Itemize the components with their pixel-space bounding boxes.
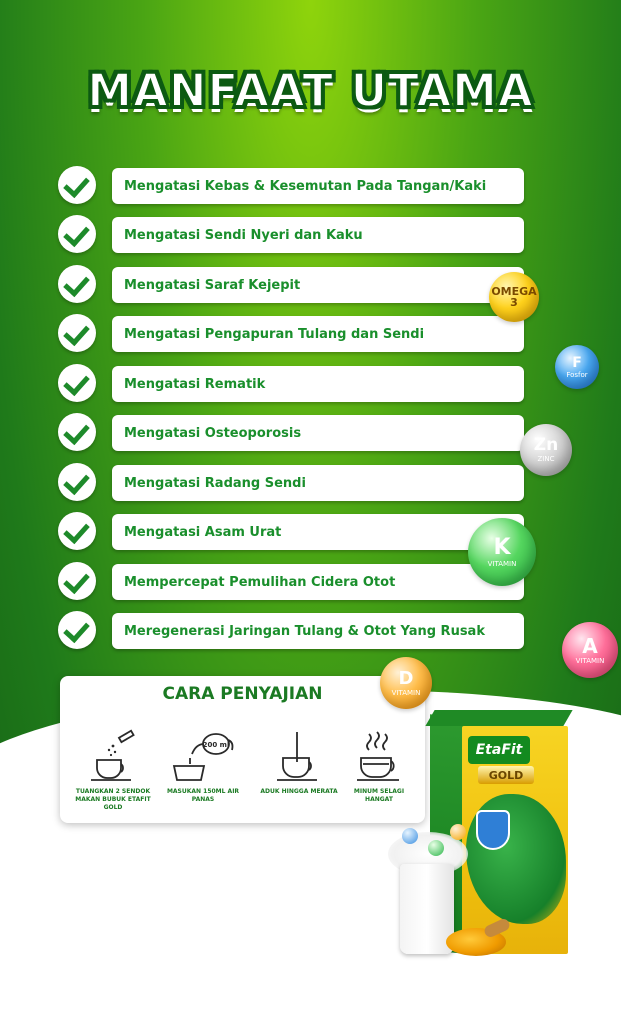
- step-label: MINUM SELAGI HANGAT: [353, 788, 405, 803]
- kettle-text: 200 ml: [202, 741, 230, 749]
- check-icon: [58, 562, 96, 600]
- benefit-text: Mengatasi Osteoporosis: [124, 425, 302, 441]
- benefit-text: Mengatasi Asam Urat: [124, 524, 282, 540]
- benefit-pill: [112, 168, 524, 204]
- benefit-pill: [112, 217, 524, 253]
- vitamin-d-name: VITAMIN: [391, 688, 421, 697]
- fosfor-orb: [555, 345, 599, 389]
- benefit-item: [58, 463, 528, 503]
- serving-card: [60, 676, 425, 823]
- serving-step: [164, 728, 242, 804]
- mini-vitamin-orb: [450, 824, 466, 840]
- benefit-text: Mengatasi Pengapuran Tulang dan Sendi: [124, 326, 425, 342]
- check-icon: [58, 166, 96, 204]
- benefit-text: Meregenerasi Jaringan Tulang & Otot Yang Rusak: [124, 623, 485, 639]
- step-label: TUANGKAN 2 SENDOK MAKAN BUBUK ETAFIT GOLD: [75, 788, 151, 811]
- fosfor-name: Fosfor: [566, 370, 588, 379]
- benefit-pill: [112, 267, 524, 303]
- benefit-item: [58, 166, 528, 206]
- fosfor-symbol: F: [572, 354, 582, 371]
- page-title: MANFAAT UTAMA: [87, 64, 534, 117]
- omega3-orb: [489, 272, 539, 322]
- benefit-pill: [112, 613, 524, 649]
- benefit-item: [58, 364, 528, 404]
- mini-vitamin-orb: [428, 840, 444, 856]
- benefit-pill: [112, 316, 524, 352]
- vitamin-a-symbol: A: [582, 633, 598, 658]
- check-icon: [58, 265, 96, 303]
- kettle-pour-icon: [170, 728, 236, 784]
- vitamin-a-orb: [562, 622, 618, 678]
- benefit-item: [58, 512, 528, 552]
- vitamin-d-orb: [380, 657, 432, 709]
- check-icon: [58, 463, 96, 501]
- benefit-text: Mengatasi Rematik: [124, 376, 266, 392]
- benefit-item: [58, 215, 528, 255]
- serving-step: [260, 728, 338, 796]
- benefit-pill: [112, 465, 524, 501]
- benefit-pill: [112, 564, 524, 600]
- shield-icon: [476, 810, 510, 850]
- check-icon: [58, 413, 96, 451]
- variant-label: GOLD: [478, 766, 534, 784]
- vitamin-k-name: VITAMIN: [487, 559, 517, 568]
- check-icon: [58, 512, 96, 550]
- benefit-text: Mengatasi Sendi Nyeri dan Kaku: [124, 227, 363, 243]
- benefit-pill: [112, 415, 524, 451]
- vitamin-d-symbol: D: [398, 667, 414, 689]
- powder-cup-icon: [85, 728, 141, 784]
- serving-title: CARA PENYAJIAN: [162, 684, 323, 704]
- vitamin-k-orb: [468, 518, 536, 586]
- benefit-item: [58, 314, 528, 354]
- omega3-label: OMEGA 3: [491, 285, 537, 309]
- benefit-pill: [112, 366, 524, 402]
- benefit-text: Mengatasi Saraf Kejepit: [124, 277, 301, 293]
- box-top: [425, 710, 572, 726]
- step-label: ADUK HINGGA MERATA: [260, 788, 338, 795]
- benefit-item: [58, 611, 528, 651]
- serving-step: [74, 728, 152, 812]
- zinc-name: ZINC: [537, 455, 555, 463]
- stir-cup-icon: [271, 728, 327, 784]
- benefit-item: [58, 559, 528, 602]
- benefit-text: Mengatasi Kebas & Kesemutan Pada Tangan/Kaki: [124, 178, 487, 194]
- benefit-pill: [112, 514, 524, 550]
- step-label: MASUKAN 150ML AIR PANAS: [166, 788, 240, 803]
- zinc-orb: [520, 424, 572, 476]
- brand-logo: EtaFit: [468, 736, 530, 764]
- benefit-item: [58, 413, 528, 453]
- vitamin-a-name: VITAMIN: [575, 656, 605, 665]
- check-icon: [58, 611, 96, 649]
- check-icon: [58, 215, 96, 253]
- vitamin-k-symbol: K: [493, 534, 511, 560]
- benefit-text: Mengatasi Radang Sendi: [124, 475, 306, 491]
- benefit-text: Mempercepat Pemulihan Cidera Otot: [124, 574, 396, 590]
- benefit-item: [58, 265, 528, 305]
- product-image: [388, 712, 598, 972]
- check-icon: [58, 314, 96, 352]
- check-icon: [58, 364, 96, 402]
- mini-vitamin-orb: [402, 828, 418, 844]
- zinc-symbol: Zn: [533, 435, 559, 455]
